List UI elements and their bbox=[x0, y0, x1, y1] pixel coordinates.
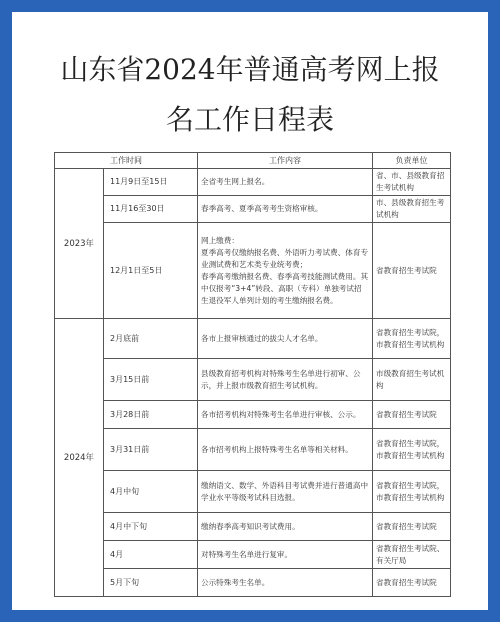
unit-cell: 省教育招生考试院，市教育招生考试机构 bbox=[373, 319, 451, 359]
time-cell: 11月16至30日 bbox=[104, 196, 198, 223]
unit-cell: 省教育招生考试院，市教育招生考试机构 bbox=[373, 429, 451, 471]
page-title-line-2: 名工作日程表 bbox=[165, 103, 334, 136]
time-cell: 4月中下旬 bbox=[104, 513, 198, 541]
content-cell: 全省考生网上报名。 bbox=[198, 169, 373, 196]
schedule-table bbox=[54, 152, 451, 597]
unit-cell: 省教育招生考试院 bbox=[373, 569, 451, 597]
time-cell: 5月下旬 bbox=[104, 569, 198, 597]
table-row bbox=[55, 541, 451, 569]
table-header-row bbox=[55, 153, 451, 169]
time-cell: 11月9日至15日 bbox=[104, 169, 198, 196]
header-content: 工作内容 bbox=[198, 153, 373, 169]
table-row bbox=[55, 359, 451, 401]
content-line: 网上缴费： bbox=[201, 235, 239, 245]
content-cell: 各市招考机构上报特殊考生名单等相关材料。 bbox=[198, 429, 373, 471]
unit-cell: 省、市、县级教育招生考试机构 bbox=[373, 169, 451, 196]
time-cell: 3月28日前 bbox=[104, 401, 198, 429]
table-row bbox=[55, 169, 451, 196]
table-row bbox=[55, 471, 451, 513]
table-row bbox=[55, 401, 451, 429]
content-cell: 春季高考、夏季高考考生资格审核。 bbox=[198, 196, 373, 223]
page-title-line-1: 山东省2024年普通高考网上报 bbox=[60, 53, 440, 86]
unit-cell: 市级教育招生考试机构 bbox=[373, 359, 451, 401]
unit-cell: 省教育招生考试院、有关厅局 bbox=[373, 541, 451, 569]
time-cell: 2月底前 bbox=[104, 319, 198, 359]
content-cell: 缴纳春季高考知识考试费用。 bbox=[198, 513, 373, 541]
table-row bbox=[55, 429, 451, 471]
unit-cell: 省教育招生考试院，市教育招生考试机构 bbox=[373, 471, 451, 513]
content-cell: 公示特殊考生名单。 bbox=[198, 569, 373, 597]
year-cell-2023: 2023年 bbox=[55, 169, 104, 319]
content-cell: 缴纳语文、数学、外语科目考试费并进行普通高中学业水平等级考试科目选报。 bbox=[198, 471, 373, 513]
content-line: 夏季高考仅缴纳报名费、外语听力考试费、体育专业测试费和艺术类专业统考费； bbox=[201, 247, 369, 269]
unit-cell: 省教育招生考试院 bbox=[373, 513, 451, 541]
table-row bbox=[55, 319, 451, 359]
header-unit: 负责单位 bbox=[373, 153, 451, 169]
time-cell: 4月 bbox=[104, 541, 198, 569]
content-cell: 对特殊考生名单进行复审。 bbox=[198, 541, 373, 569]
content-cell: 各市上报审核通过的拔尖人才名单。 bbox=[198, 319, 373, 359]
unit-cell: 省教育招生考试院 bbox=[373, 223, 451, 319]
content-cell: 各市招考机构对特殊考生名单进行审核、公示。 bbox=[198, 401, 373, 429]
unit-cell: 省教育招生考试院 bbox=[373, 401, 451, 429]
year-cell-2024: 2024年 bbox=[55, 319, 104, 597]
time-cell: 12月1日至5日 bbox=[104, 223, 198, 319]
time-cell: 4月中旬 bbox=[104, 471, 198, 513]
table-row bbox=[55, 513, 451, 541]
content-cell: 县级教育招考机构对特殊考生名单进行初审、公示，并上报市级教育招生考试机构。 bbox=[198, 359, 373, 401]
time-cell: 3月31日前 bbox=[104, 429, 198, 471]
time-cell: 3月15日前 bbox=[104, 359, 198, 401]
table-row bbox=[55, 223, 451, 319]
unit-cell: 市、县级教育招生考试机构 bbox=[373, 196, 451, 223]
table-row bbox=[55, 569, 451, 597]
content-line: 春季高考缴纳报名费、春季高考技能测试费用。其中仅报考“3+4”转段、高职（专科）单独考试招生退役军人单列计划的考生缴纳报名费。 bbox=[201, 271, 369, 305]
table-row bbox=[55, 196, 451, 223]
document-page bbox=[12, 12, 488, 610]
header-time: 工作时间 bbox=[55, 153, 198, 169]
content-cell bbox=[198, 223, 373, 319]
